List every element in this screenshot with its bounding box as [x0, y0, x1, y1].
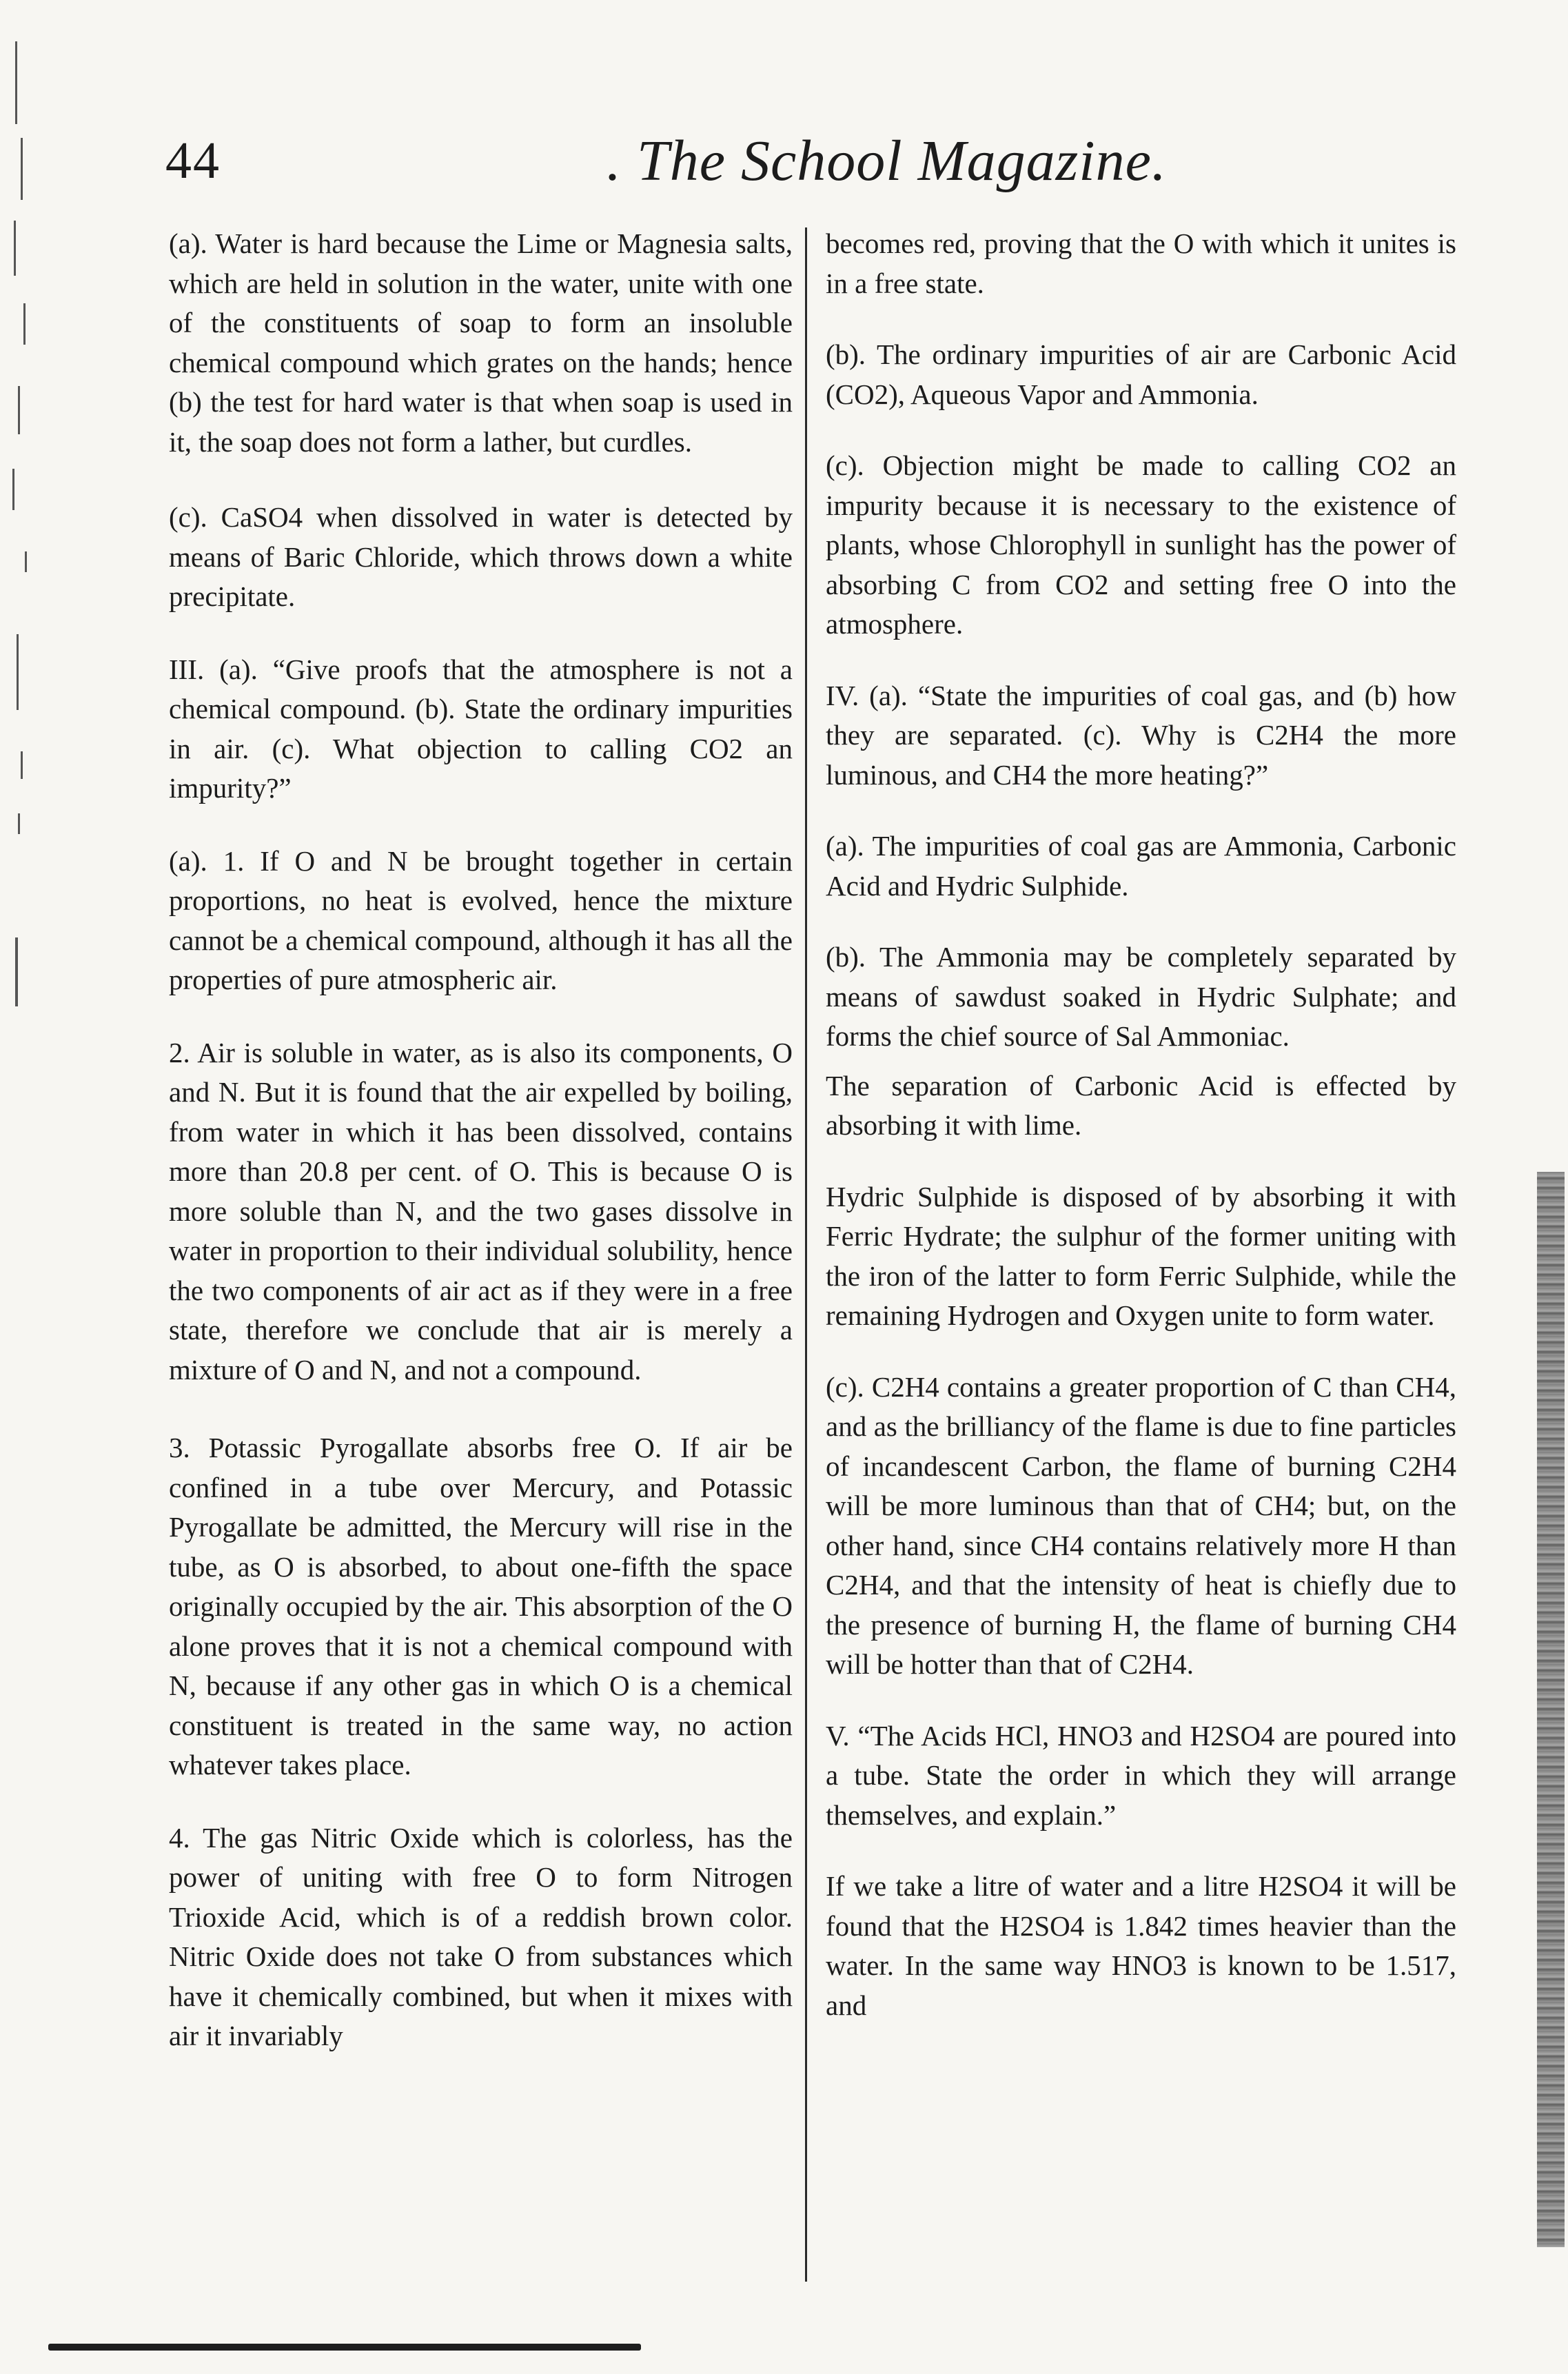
paragraph: (a). Water is hard because the Lime or Magnesia salts, which are held in solution in the water, unite with one of the constituents of soap to form an insoluble chemical compound which grates on the hands; hence (b) the test for hard water is that when soap is used in it, the soap does not form a lather, but curdles.	[169, 227, 793, 458]
paragraph: The separation of Carbonic Acid is effected by absorbing it with lime.	[826, 1069, 1456, 1141]
paragraph: (b). The Ammonia may be completely separated by means of sawdust soaked in Hydric Sulphate; and forms the chief source of Sal Ammoniac.	[826, 941, 1456, 1052]
paragraph: (a). The impurities of coal gas are Ammonia, Carbonic Acid and Hydric Sulphide.	[826, 830, 1456, 902]
running-head: . The School Magazine.	[607, 129, 1167, 193]
paragraph: 3. Potassic Pyrogallate absorbs free O. If air be confined in a tube over Mercury, and Potassic Pyrogallate be admitted, the Mercury will rise in the tube, as O is absorbed, to about one-fifth the space originally occupied by the air. This absorption of the O alone proves that it is not a chemical compound with N, because if any other gas in which O is a chemical constituent is treated in the same way, no action whatever takes place.	[169, 1432, 793, 1780]
paragraph: becomes red, proving that the O with which it unites is in a free state.	[826, 227, 1456, 299]
page-number: 44	[165, 132, 221, 190]
paragraph: 4. The gas Nitric Oxide which is colorless, has the power of uniting with free O to form Nitrogen Trioxide Acid, which is of a reddish brown color. Nitric Oxide does not take O from substances which have it chemically combined, but when it mixes with air it invariably	[169, 1821, 793, 2051]
paragraph: 2. Air is soluble in water, as is also its components, O and N. But it is found that the air expelled by boiling, from water in which it has been dissolved, contains more than 20.8 per cent. of O. This is because O is more soluble than N, and the two gases dissolve in water in proportion to their individual solubility, hence the two components of air act as if they were in a free state, therefore we conclude that air is merely a mixture of O and N, and not a compound.	[169, 1036, 793, 1386]
left-edge-scan-marks	[0, 0, 41, 1034]
right-column	[826, 224, 1456, 2057]
paragraph: III. (a). “Give proofs that the atmosphere is not a chemical compound. (b). State the ordinary impurities in air. (c). What objection to calling CO2 an impurity?”	[169, 653, 793, 804]
paragraph: (c). C2H4 contains a greater proportion of C than CH4, and as the brilliancy of the flame is due to fine particles of incandescent Carbon, the flame of burning C2H4 will be more luminous than that of CH4; but, on the other hand, since CH4 contains relatively more H than C2H4, and that the intensity of heat is chiefly due to the presence of burning H, the flame of burning CH4 will be hotter than that of C2H4.	[826, 1370, 1456, 1680]
right-edge-scan-strip	[1537, 1172, 1565, 2247]
left-column	[169, 224, 793, 2088]
paragraph: (a). 1. If O and N be brought together in certain proportions, no heat is evolved, hence the mixture cannot be a chemical compound, although it has all the properties of pure atmospheric air.	[169, 844, 793, 995]
paragraph: (c). Objection might be made to calling CO2 an impurity because it is necessary to the existence of plants, whose Chlorophyll in sunlight has the power of absorbing C from CO2 and setting free O into the atmosphere.	[826, 449, 1456, 640]
paragraph: (c). CaSO4 when dissolved in water is detected by means of Baric Chloride, which throws down a white precipitate.	[169, 501, 793, 612]
paragraph: Hydric Sulphide is disposed of by absorbing it with Ferric Hydrate; the sulphur of the former uniting with the iron of the latter to form Ferric Sulphide, while the remaining Hydrogen and Oxygen unite to form water.	[826, 1180, 1456, 1331]
paragraph: IV. (a). “State the impurities of coal gas, and (b) how they are separated. (c). Why is C2H4 the more luminous, and CH4 the more heating?”	[826, 679, 1456, 791]
paragraph: (b). The ordinary impurities of air are Carbonic Acid (CO2), Aqueous Vapor and Ammonia.	[826, 338, 1456, 410]
bottom-rule	[48, 2344, 641, 2351]
paragraph: If we take a litre of water and a litre H2SO4 it will be found that the H2SO4 is 1.842 times heavier than the water. In the same way HNO3 is known to be 1.517, and	[826, 1870, 1456, 2021]
column-rule	[805, 227, 807, 2282]
paragraph: V. “The Acids HCl, HNO3 and H2SO4 are poured into a tube. State the order in which they will arrange themselves, and explain.”	[826, 1719, 1456, 1831]
